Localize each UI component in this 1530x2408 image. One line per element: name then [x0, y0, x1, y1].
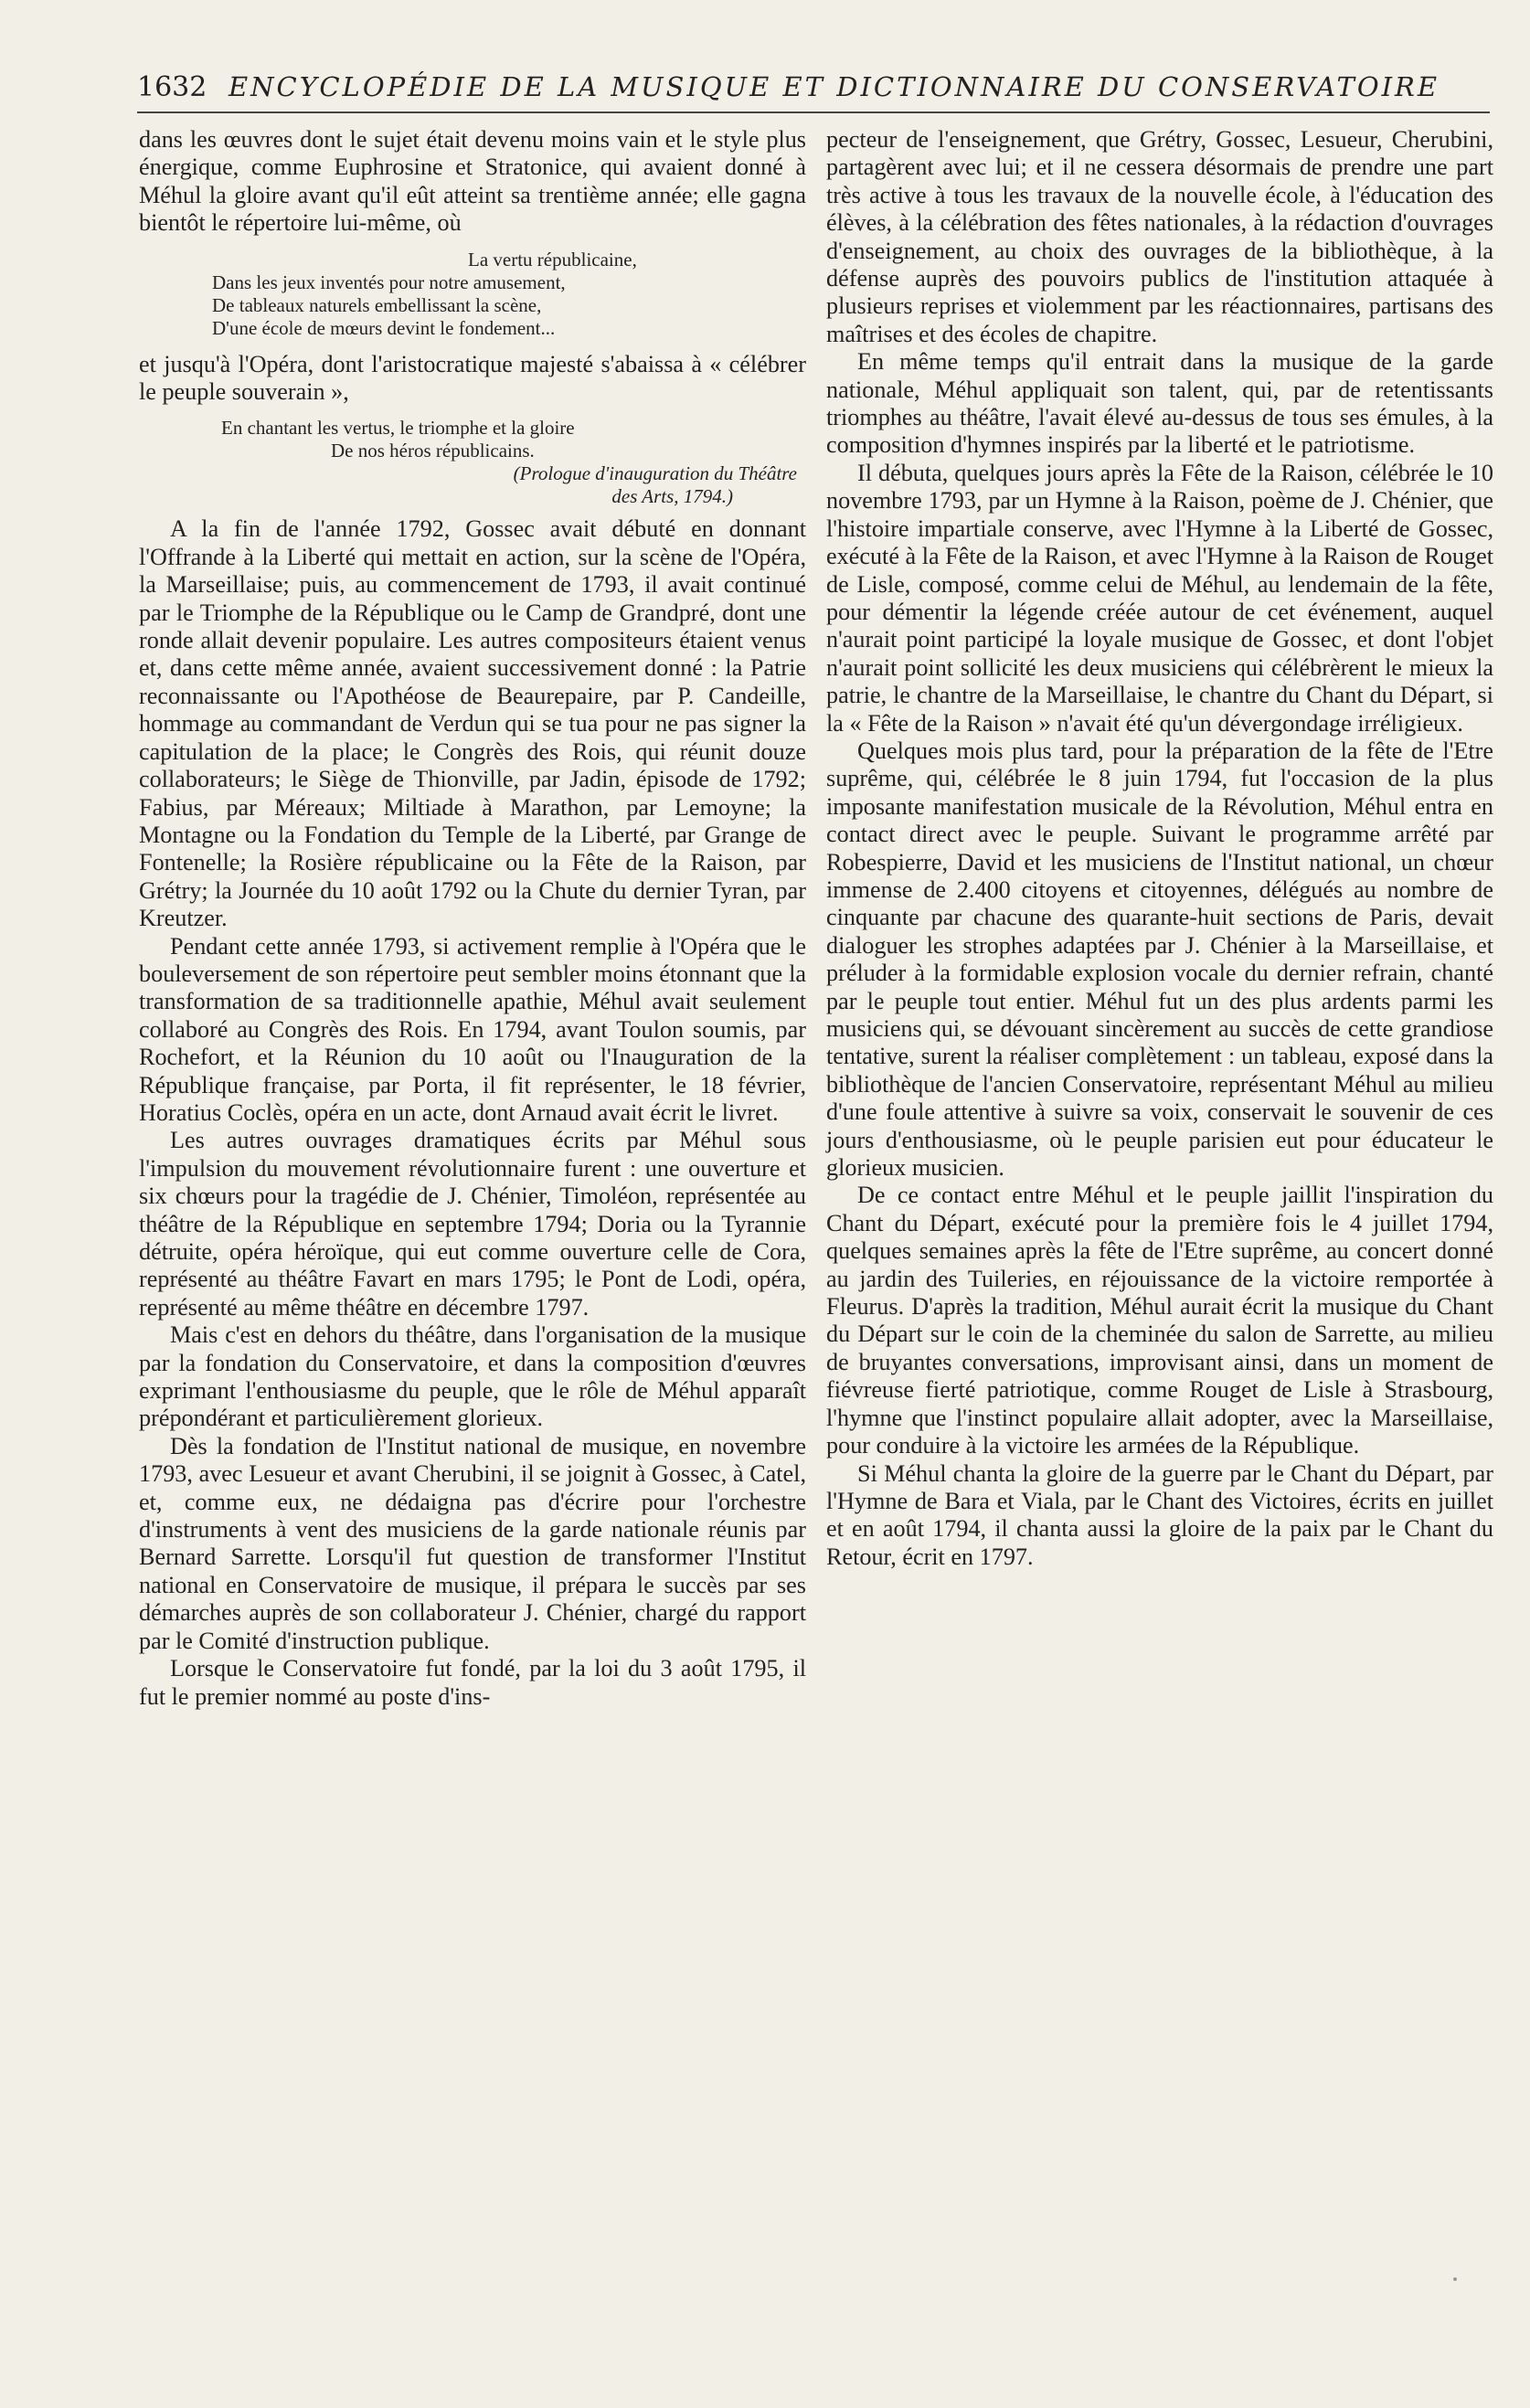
paragraph: dans les œuvres dont le sujet était devenu moins vain et le style plus énergique, comme Euphrosine et Stratonice, qui avaient donné à Méhul la gloire avant qu'il eût atteint sa trentième année; elle gagna bientôt le répertoire lui-même, où	[139, 126, 806, 237]
right-column	[826, 126, 1493, 1571]
quote-source: (Prologue d'inauguration du Théâtre	[513, 462, 797, 485]
verse-quote	[139, 249, 806, 340]
verse-quote	[139, 417, 806, 508]
running-title: ENCYCLOPÉDIE DE LA MUSIQUE ET DICTIONNAIRE DU CONSERVATOIRE	[228, 71, 1440, 102]
paragraph: A la fin de l'année 1792, Gossec avait débuté en donnant l'Offrande à la Liberté qui mettait en action, sur la scène de l'Opéra, la Marseillaise; puis, au commencement de 1793, il avait continué par le Triomphe de la République ou le Camp de Grandpré, dont une ronde allait devenir populaire. Les autres compositeurs étaient venus et, dans cette même année, avaient successivement donné : la Patrie reconnaissante ou l'Apothéose de Beaurepaire, par P. Candeille, hommage au commandant de Verdun qui se tua pour ne pas signer la capitulation de la place; le Congrès des Rois, qui réunit douze collaborateurs; le Siège de Thionville, par Jadin, épisode de 1792; Fabius, par Méreaux; Miltiade à Marathon, par Lemoyne; la Montagne ou la Fondation du Temple de la Liberté, par Grange de Fontenelle; la Rosière républicaine ou la Fête de la Raison, par Grétry; la Journée du 10 août 1792 ou la Chute du dernier Tyran, par Kreutzer.	[139, 515, 806, 932]
paragraph: Si Méhul chanta la gloire de la guerre par le Chant du Départ, par l'Hymne de Bara et Viala, par le Chant des Victoires, écrits en juillet et en août 1794, il chanta aussi la gloire de la paix par le Chant du Retour, écrit en 1797.	[826, 1459, 1493, 1570]
paragraph: De ce contact entre Méhul et le peuple jaillit l'inspiration du Chant du Départ, exécuté pour la première fois le 4 juillet 1794, quelques semaines après la fête de l'Etre suprême, au concert donné au jardin des Tuileries, en réjouissance de la victoire remportée à Fleurus. D'après la tradition, Méhul aurait écrit la musique du Chant du Départ sur le coin de la cheminée du salon de Sarrette, au milieu de bruyantes conversations, improvisant ainsi, dans un moment de fiévreuse fierté patriotique, comme Rouget de Lisle à Strasbourg, l'hymne que l'instinct populaire allait adopter, avec la Marseillaise, pour conduire à la victoire les armées de la République.	[826, 1182, 1493, 1459]
verse-line: Dans les jeux inventés pour notre amusement,	[212, 271, 566, 293]
paragraph: pecteur de l'enseignement, que Grétry, Gossec, Lesueur, Cherubini, partagèrent avec lui; et il ne cessera désormais de prendre une part très active à tous les travaux de la nouvelle école, à l'éducation des élèves, à la célébration des fêtes nationales, à la rédaction d'ouvrages d'enseignement, au choix des ouvrages de la bibliothèque, à la défense auprès des pouvoirs publics de l'institution attaquée à plusieurs reprises et violemment par les réactionnaires, partisans des maîtrises et des écoles de chapitre.	[826, 126, 1493, 347]
verse-line: De tableaux naturels embellissant la scène,	[212, 293, 542, 316]
page-number: 1632	[137, 71, 207, 103]
paragraph: Mais c'est en dehors du théâtre, dans l'organisation de la musique par la fondation du Conservatoire, et dans la composition d'œuvres exprimant l'enthousiasme du peuple, que le rôle de Méhul apparaît prépondérant et particulièrement glorieux.	[139, 1321, 806, 1432]
running-header	[137, 71, 1490, 113]
paragraph: Lorsque le Conservatoire fut fondé, par la loi du 3 août 1795, il fut le premier nommé au poste d'ins-	[139, 1655, 806, 1710]
paragraph: Il débuta, quelques jours après la Fête de la Raison, célébrée le 10 novembre 1793, par un Hymne à la Raison, poème de J. Chénier, que l'histoire impartiale conserve, avec l'Hymne à la Liberté de Gossec, exécuté à la Fête de la Raison, et avec l'Hymne à la Raison de Rouget de Lisle, composé, comme celui de Méhul, au lendemain de la fête, pour démentir la légende créée autour de cet événement, auquel n'aurait point participé la loyale musique de Gossec, et dont l'objet n'aurait point sollicité les deux musiciens qui célébrèrent le mieux la patrie, le chantre de la Marseillaise, le chantre du Chant du Départ, si la « Fête de la Raison » n'avait été qu'un dévergondage irréligieux.	[826, 459, 1493, 737]
paragraph: En même temps qu'il entrait dans la musique de la garde nationale, Méhul appliquait son talent, qui, par de retentissants triomphes au théâtre, l'avait élevé au-dessus de tous ses émules, à la composition d'hymnes inspirés par la liberté et le patriotisme.	[826, 348, 1493, 459]
verse-line: D'une école de mœurs devint le fondement...	[212, 316, 556, 339]
paragraph: Pendant cette année 1793, si activement remplie à l'Opéra que le bouleversement de son répertoire peut sembler moins étonnant que la transformation de sa traditionnelle apathie, Méhul avait seulement collaboré au Congrès des Rois. En 1794, avant Toulon soumis, par Rochefort, et la Réunion du 10 août ou l'Inauguration de la République française, par Porta, il fit représenter, le 18 février, Horatius Coclès, opéra en un acte, dont Arnaud avait écrit le livret.	[139, 932, 806, 1126]
verse-line: De nos héros républicains.	[331, 440, 535, 462]
verse-line: La vertu républicaine,	[468, 248, 637, 271]
paragraph: Quelques mois plus tard, pour la préparation de la fête de l'Etre suprême, qui, célébrée le 8 juin 1794, fut l'occasion de la plus imposante manifestation musicale de la Révolution, Méhul entra en contact direct avec le peuple. Suivant le programme arrêté par Robespierre, David et les musiciens de l'Institut national, un chœur immense de 2.400 citoyens et citoyennes, délégués au nombre de cinquante par chacune des quarante-huit sections de Paris, devait dialoguer les strophes adaptées par J. Chénier à la Marseillaise, et préluder à la formidable explosion vocale du dernier refrain, chanté par le peuple tout entier. Méhul fut un des plus ardents parmi les musiciens qui, se dévouant sincèrement au succès de cette grandiose tentative, surent la réaliser complètement : un tableau, exposé dans la bibliothèque de l'ancien Conservatoire, représentant Méhul au milieu d'une foule attentive à suivre sa voix, conservait le souvenir de ces jours d'enthousiasme, où le peuple parisien eut pour éducateur le glorieux musicien.	[826, 737, 1493, 1182]
verse-line: En chantant les vertus, le triomphe et la gloire	[221, 417, 575, 440]
paragraph: Dès la fondation de l'Institut national de musique, en novembre 1793, avec Lesueur et avant Cherubini, il se joignit à Gossec, à Catel, et, comme eux, ne dédaigna pas d'écrire pour l'orchestre d'instruments à vent des musiciens de la garde nationale réunis par Bernard Sarrette. Lorsqu'il fut question de transformer l'Institut national en Conservatoire de musique, il prépara le succès par ses démarches auprès de son collaborateur J. Chénier, chargé du rapport par le Comité d'instruction publique.	[139, 1432, 806, 1654]
page-speck	[1453, 2277, 1457, 2281]
quote-source: des Arts, 1794.)	[611, 485, 733, 508]
paragraph: Les autres ouvrages dramatiques écrits par Méhul sous l'impulsion du mouvement révolutionnaire furent : une ouverture et six chœurs pour la tragédie de J. Chénier, Timoléon, représentée au théâtre de la République en septembre 1794; Doria ou la Tyrannie détruite, opéra héroïque, qui eut comme ouverture celle de Cora, représenté au théâtre Favart en mars 1795; le Pont de Lodi, opéra, représenté au même théâtre en décembre 1797.	[139, 1127, 806, 1321]
left-column	[139, 126, 806, 1711]
paragraph: et jusqu'à l'Opéra, dont l'aristocratique majesté s'abaissa à « célébrer le peuple souverain »,	[139, 350, 806, 406]
